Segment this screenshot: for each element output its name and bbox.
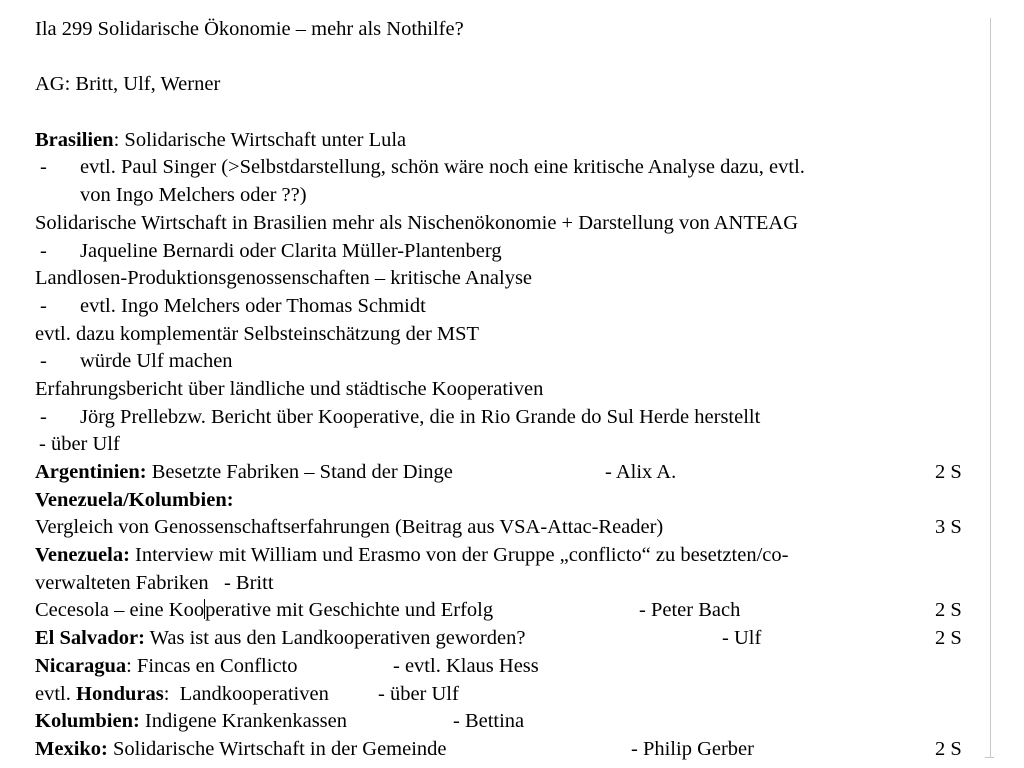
venezuela-line [35,542,985,570]
document-body[interactable] [35,16,985,764]
responsible-person: - Ulf [722,627,762,650]
venezuela-kolumbien-line [35,514,985,542]
country-label-kolumbien: Kolumbien: [35,710,140,733]
working-group-line: AG: Britt, Ulf, Werner [35,73,221,96]
bullet-text: von Ingo Melchers oder ??) [80,184,307,207]
page-count: 2 S [935,599,962,622]
country-label-mexiko: Mexiko: [35,737,108,760]
bullet-continuation-line [35,182,985,210]
page-count: 2 S [935,461,962,483]
responsible-person: - Peter Bach [639,599,741,622]
elsalvador-line [35,625,985,653]
brasilien-heading-text: : Solidarische Wirtschaft unter Lula [113,128,407,151]
page-margin-guide-horizontal [985,757,994,758]
country-label-elsalvador: El Salvador: [35,627,145,650]
responsible-person: - evtl. Klaus Hess [393,654,539,677]
elsalvador-text: Was ist aus den Landkooperativen geworden? [144,627,526,650]
country-label-venezuela: Venezuela: [35,544,130,567]
bullet-dash: - [40,350,47,373]
argentinien-text: Besetzte Fabriken – Stand der Dinge [146,461,453,483]
bullet-dash: - [40,156,47,179]
bullet-dash: - [40,239,47,262]
page-margin-guide-vertical [990,18,991,758]
venezuela-kolumbien-heading [35,487,985,515]
bullet-line [35,238,985,266]
bullet-dash: - [40,294,47,317]
responsible-person: - Philip Gerber [631,737,754,760]
venezuela-continuation-line: verwalteten Fabriken - Britt [35,571,274,594]
bullet-text: Jörg Prellebzw. Bericht über Kooperative, die in Rio Grande do Sul Herde herstellt [80,405,761,428]
country-label-honduras: Honduras [76,682,164,705]
argentinien-line [35,459,985,487]
country-label-argentinien: Argentinien: [35,461,147,483]
bullet-line [35,293,985,321]
responsible-person: - Alix A. [605,461,677,483]
responsible-person: - über Ulf [378,682,459,705]
honduras-text: : Landkooperativen [163,682,329,705]
country-label-venezuela-kolumbien: Venezuela/Kolumbien: [35,488,234,511]
country-label-brasilien: Brasilien [35,128,114,151]
honduras-prefix: evtl. [35,682,76,705]
brasilien-heading [35,127,985,155]
sub-bullet-line [35,431,985,459]
bullet-text: würde Ulf machen [80,350,233,373]
mexiko-line [35,736,985,764]
page-count: 2 S [935,737,962,760]
cecesola-text-start: Cecesola – eine Koo [35,599,205,622]
topic-line: Erfahrungsbericht über ländliche und städtische Kooperativen [35,377,544,400]
bullet-dash: - [40,405,47,428]
topic-line: Landlosen-Produktionsgenossenschaften – kritische Analyse [35,267,533,290]
nicaragua-line [35,653,985,681]
page-count: 2 S [935,627,962,650]
kolumbien-line [35,708,985,736]
bullet-text: evtl. Ingo Melchers oder Thomas Schmidt [80,294,426,317]
bullet-line [35,348,985,376]
topic-line: evtl. dazu komplementär Selbsteinschätzung der MST [35,322,480,345]
responsible-person: - Bettina [453,710,525,733]
honduras-line [35,681,985,709]
page-count: 3 S [935,516,962,539]
bullet-text: evtl. Paul Singer (>Selbstdarstellung, schön wäre noch eine kritische Analyse dazu, evtl. [80,156,805,179]
topic-line: Solidarische Wirtschaft in Brasilien mehr als Nischenökonomie + Darstellung von ANTEAG [35,211,799,234]
blank-line [35,99,985,127]
venezuela-kolumbien-text: Vergleich von Genossenschaftserfahrungen (Beitrag aus VSA-Attac-Reader) [35,516,664,539]
cecesola-line [35,597,985,625]
nicaragua-text: : Fincas en Conflicto [126,654,298,677]
blank-line [35,44,985,72]
country-label-nicaragua: Nicaragua [35,654,127,677]
venezuela-text: Interview mit William und Erasmo von der Gruppe „conflicto“ zu besetzten/co- [129,544,789,567]
document-title: Ila 299 Solidarische Ökonomie – mehr als Nothilfe? [35,18,464,40]
cecesola-text-end: perative mit Geschichte und Erfolg [205,599,494,622]
kolumbien-text: Indigene Krankenkassen [139,710,347,733]
bullet-text: Jaqueline Bernardi oder Clarita Müller-Plantenberg [80,239,502,262]
bullet-text: - über Ulf [39,433,120,456]
bullet-line [35,404,985,432]
mexiko-text: Solidarische Wirtschaft in der Gemeinde [107,737,447,760]
bullet-line [35,154,985,182]
